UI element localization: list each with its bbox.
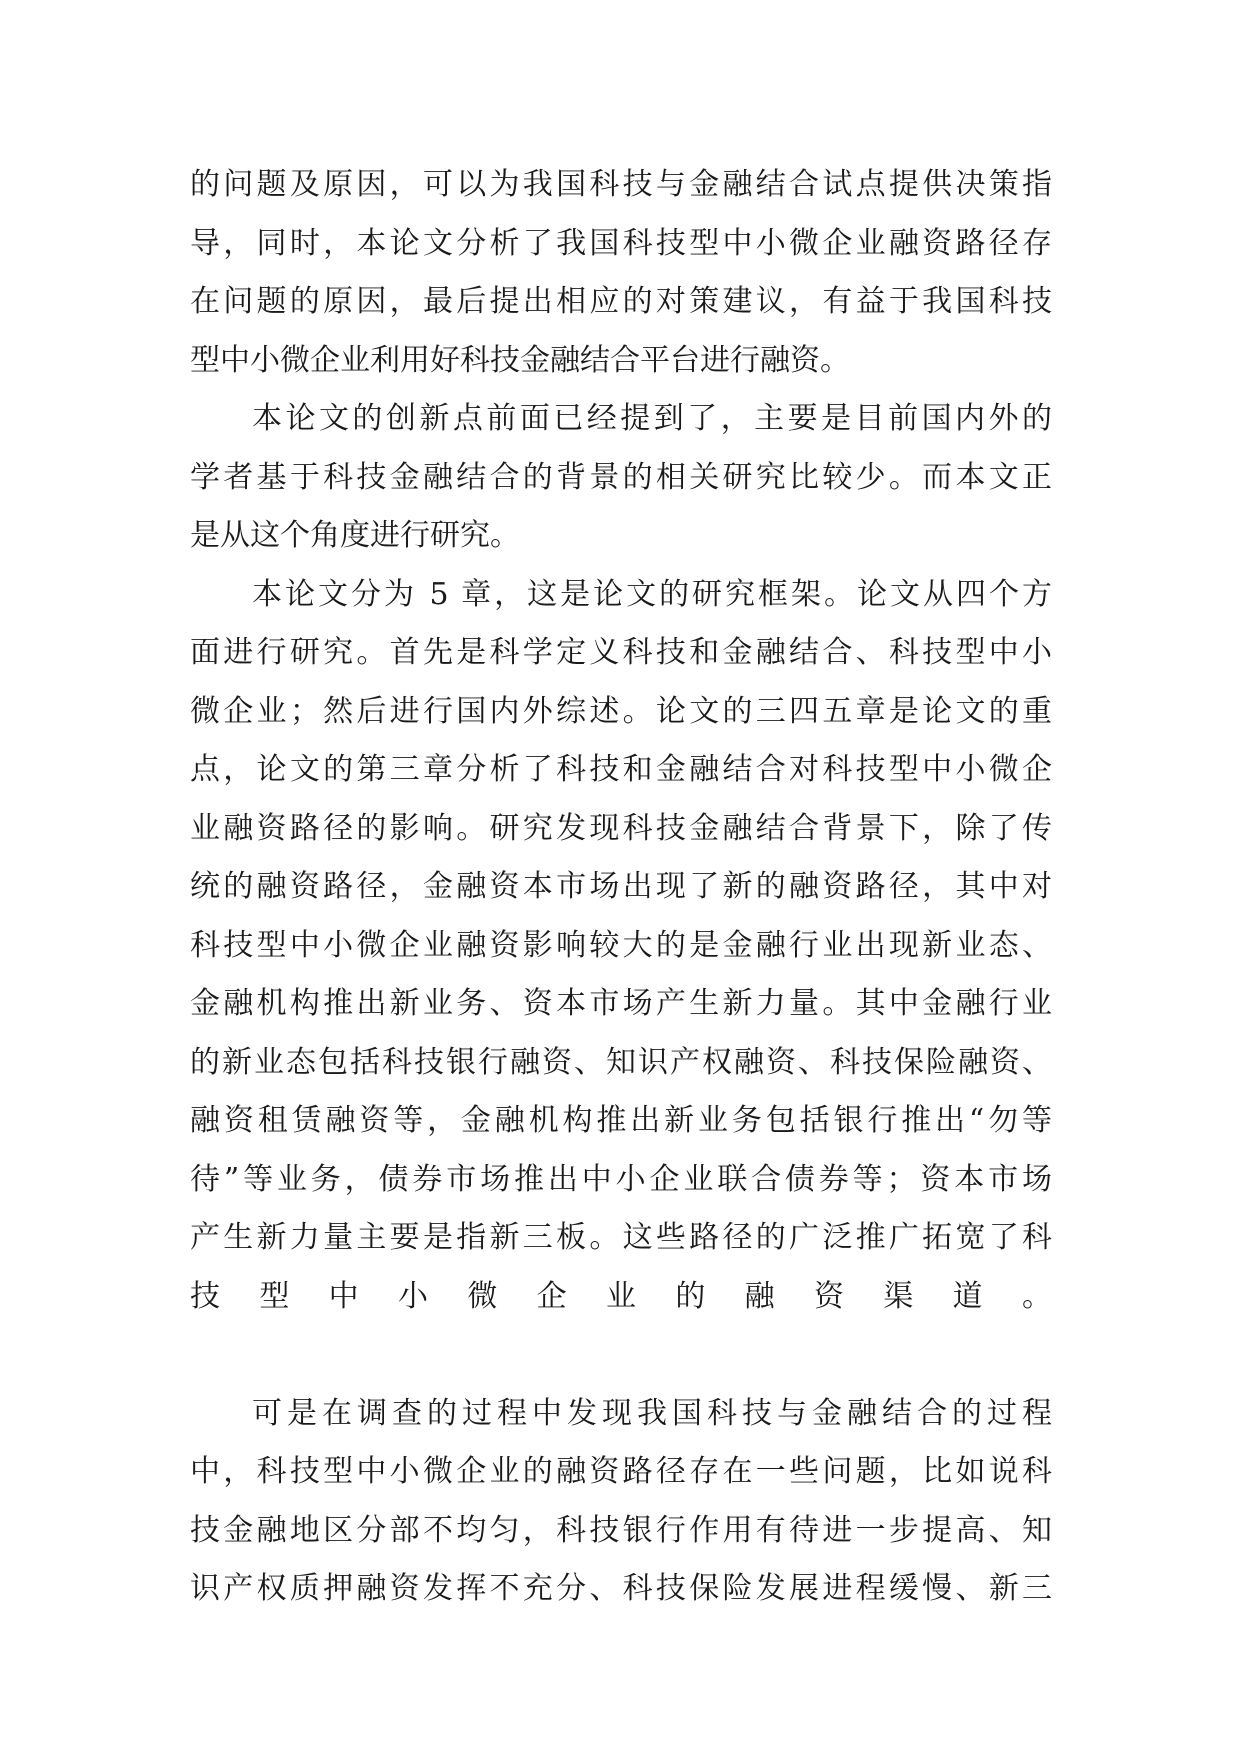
paragraph-2 (190, 390, 1052, 566)
text-line: 业融资路径的影响。研究发现科技金融结合背景下，除了传 (190, 810, 1052, 846)
text-line: 技型中小微企业的融资渠道。 (190, 1278, 1052, 1314)
text-line: 点，论文的第三章分析了科技和金融结合对科技型中小微企 (190, 752, 1052, 787)
text-line: 金融机构推出新业务、资本市场产生新力量。其中金融行业 (190, 986, 1052, 1021)
text-line: 面进行研究。首先是科学定义科技和金融结合、科技型中小 (190, 635, 1052, 670)
text-line: 本论文分为 5 章，这是论文的研究框架。论文从四个方 (252, 576, 1052, 612)
text-line: 融资租赁融资等，金融机构推出新业务包括银行推出“勿等 (190, 1103, 1052, 1138)
text-line: 待”等业务，债券市场推出中小企业联合债券等；资本市场 (190, 1161, 1052, 1197)
text-line: 科技型中小微企业融资影响较大的是金融行业出现新业态、 (190, 927, 1052, 963)
text-line: 型中小微企业利用好科技金融结合平台进行融资。 (190, 342, 850, 378)
text-line: 技金融地区分部不均匀，科技银行作用有待进一步提高、知 (190, 1512, 1052, 1548)
text-line: 产生新力量主要是指新三板。这些路径的广泛推广拓宽了科 (190, 1220, 1052, 1255)
text-line: 微企业；然后进行国内外综述。论文的三四五章是论文的重 (190, 693, 1052, 729)
paragraph-1 (190, 156, 1052, 390)
text-line: 识产权质押融资发挥不充分、科技保险发展进程缓慢、新三 (190, 1571, 1052, 1606)
text-line: 在问题的原因，最后提出相应的对策建议，有益于我国科技 (190, 284, 1052, 319)
paragraph-4 (190, 1385, 1052, 1619)
text-line: 的问题及原因，可以为我国科技与金融结合试点提供决策指 (190, 167, 1052, 202)
text-line: 是从这个角度进行研究。 (190, 518, 520, 553)
paragraph-3 (190, 566, 1052, 1385)
text-line: 统的融资路径，金融资本市场出现了新的融资路径，其中对 (190, 869, 1052, 904)
text-line: 导，同时，本论文分析了我国科技型中小微企业融资路径存 (190, 225, 1052, 261)
text-line: 可是在调查的过程中发现我国科技与金融结合的过程 (252, 1395, 1052, 1431)
body-text (190, 156, 1052, 1619)
text-line: 中，科技型中小微企业的融资路径存在一些问题，比如说科 (190, 1454, 1052, 1489)
text-line: 的新业态包括科技银行融资、知识产权融资、科技保险融资、 (190, 1044, 1052, 1080)
text-line: 学者基于科技金融结合的背景的相关研究比较少。而本文正 (190, 459, 1052, 495)
text-line (190, 1326, 1052, 1385)
text-line: 本论文的创新点前面已经提到了，主要是目前国内外的 (252, 401, 1052, 436)
